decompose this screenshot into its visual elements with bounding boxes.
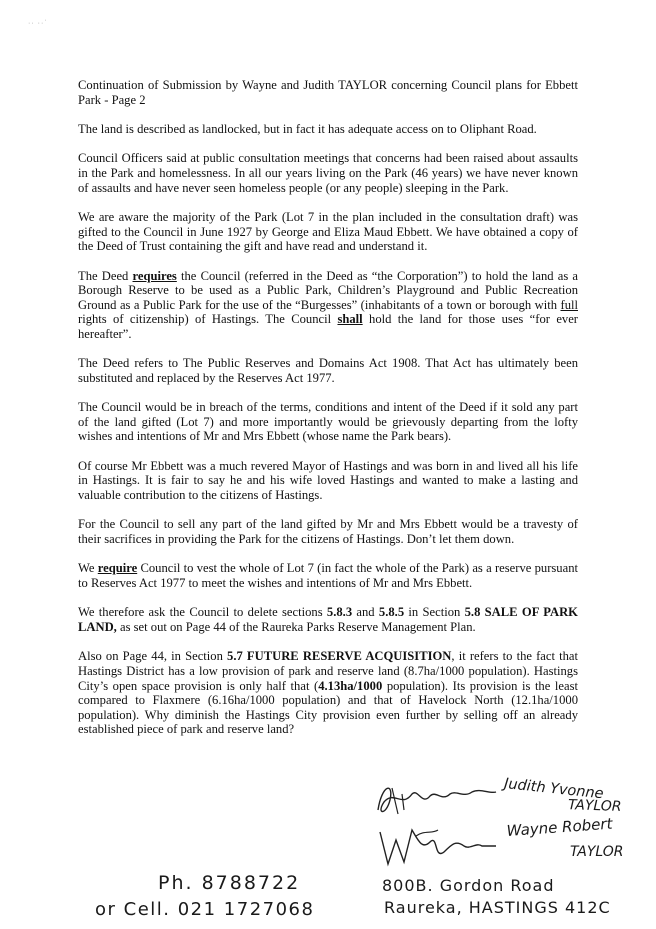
handwritten-phone: Ph. 8788722 xyxy=(158,872,301,894)
paragraph-future-acquisition: Also on Page 44, in Section 5.7 FUTURE RESERVE ACQUISITION, it refers to the fact that Hastings District has a low provision of park and reserve land (8.7ha/1000 population). Hastings City’s open space provision is only half that (4.13ha/1000 population). Its provision is the least compared to Flaxmere (6.16ha/1000 population) and that of Havelock North (12.1ha/1000 population). Why diminish the Hastings City provision even further by selling off an already established piece of park and reserve land? xyxy=(78,649,578,737)
paragraph-delete-sections: We therefore ask the Council to delete sections 5.8.3 and 5.8.5 in Section 5.8 SALE OF PARK LAND, as set out on Page 44 of the Raureka Parks Reserve Management Plan. xyxy=(78,605,578,634)
paragraph-consultation: Council Officers said at public consultation meetings that concerns had been raised about assaults in the Park and homelessness. In all our years living on the Park (46 years) we have never known of assaults and have never seen homeless people (or any people) sleeping in the Park. xyxy=(78,151,578,195)
signature-scribbles xyxy=(372,780,512,870)
paragraph-travesty: For the Council to sell any part of the land gifted by Mr and Mrs Ebbett would be a travesty of their sacrifices in providing the Park for the citizens of Hastings. Don’t let them down. xyxy=(78,517,578,547)
paragraph-mayor: Of course Mr Ebbett was a much revered Mayor of Hastings and was born in and lived all his life in Hastings. It is fair to say he and his wife loved Hastings and wanted to make a lasting and valuable contribution to the citizens of Hastings. xyxy=(78,458,578,503)
paragraph-gift: We are aware the majority of the Park (Lot 7 in the plan included in the consultation draft) was gifted to the Council in June 1927 by George and Eliza Maud Ebbett. We have obtained a copy of the Deed of Trust containing the gift and have read and understand it. xyxy=(78,209,578,254)
handwritten-cell: or Cell. 021 1727068 xyxy=(95,899,315,920)
paragraph-landlocked: The land is described as landlocked, but in fact it has adequate access on to Oliphant Road. xyxy=(78,121,537,136)
paragraph-deed-requires: The Deed requires the Council (referred in the Deed as “the Corporation”) to hold the land as a Borough Reserve to be used as a Public Park, Children’s Playground and Public Recreation Ground as a Public Park for the use of the “Burgesses” (inhabitants of a town or borough with full rights of citizenship) of Hastings. The Council shall hold the land for those uses “for ever hereafter”. xyxy=(78,268,578,341)
signatory-surname-wayne: TAYLOR xyxy=(570,844,624,860)
handwritten-address-town: Raureka, HASTINGS 412C xyxy=(384,898,611,917)
signatory-surname-judith: TAYLOR xyxy=(567,797,622,815)
paragraph-deed-act: The Deed refers to The Public Reserves and Domains Act 1908. That Act has ultimately been substituted and replaced by the Reserves Act 1977. xyxy=(78,356,578,385)
page-heading: Continuation of Submission by Wayne and Judith TAYLOR concerning Council plans for Ebbett Park - Page 2 xyxy=(78,78,578,107)
scan-mark: ·· ··ʿ xyxy=(28,20,48,27)
signature-judith xyxy=(378,788,496,811)
signatory-name-wayne: Wayne Robert xyxy=(506,814,613,840)
handwritten-address-street: 800B. Gordon Road xyxy=(382,876,555,895)
signatory-name-judith: Judith Yvonne xyxy=(503,776,605,803)
signature-wayne xyxy=(380,830,496,864)
letter-body xyxy=(78,78,578,752)
paragraph-require-vest: We require Council to vest the whole of Lot 7 (in fact the whole of the Park) as a reserve pursuant to Reserves Act 1977 to meet the wishes and intentions of Mr and Mrs Ebbett. xyxy=(78,561,578,591)
paragraph-breach: The Council would be in breach of the terms, conditions and intent of the Deed if it sold any part of the land gifted (Lot 7) and more importantly would be grievously departing from the lofty wishes and intentions of Mr and Mrs Ebbett (whose name the Park bears). xyxy=(78,400,578,444)
